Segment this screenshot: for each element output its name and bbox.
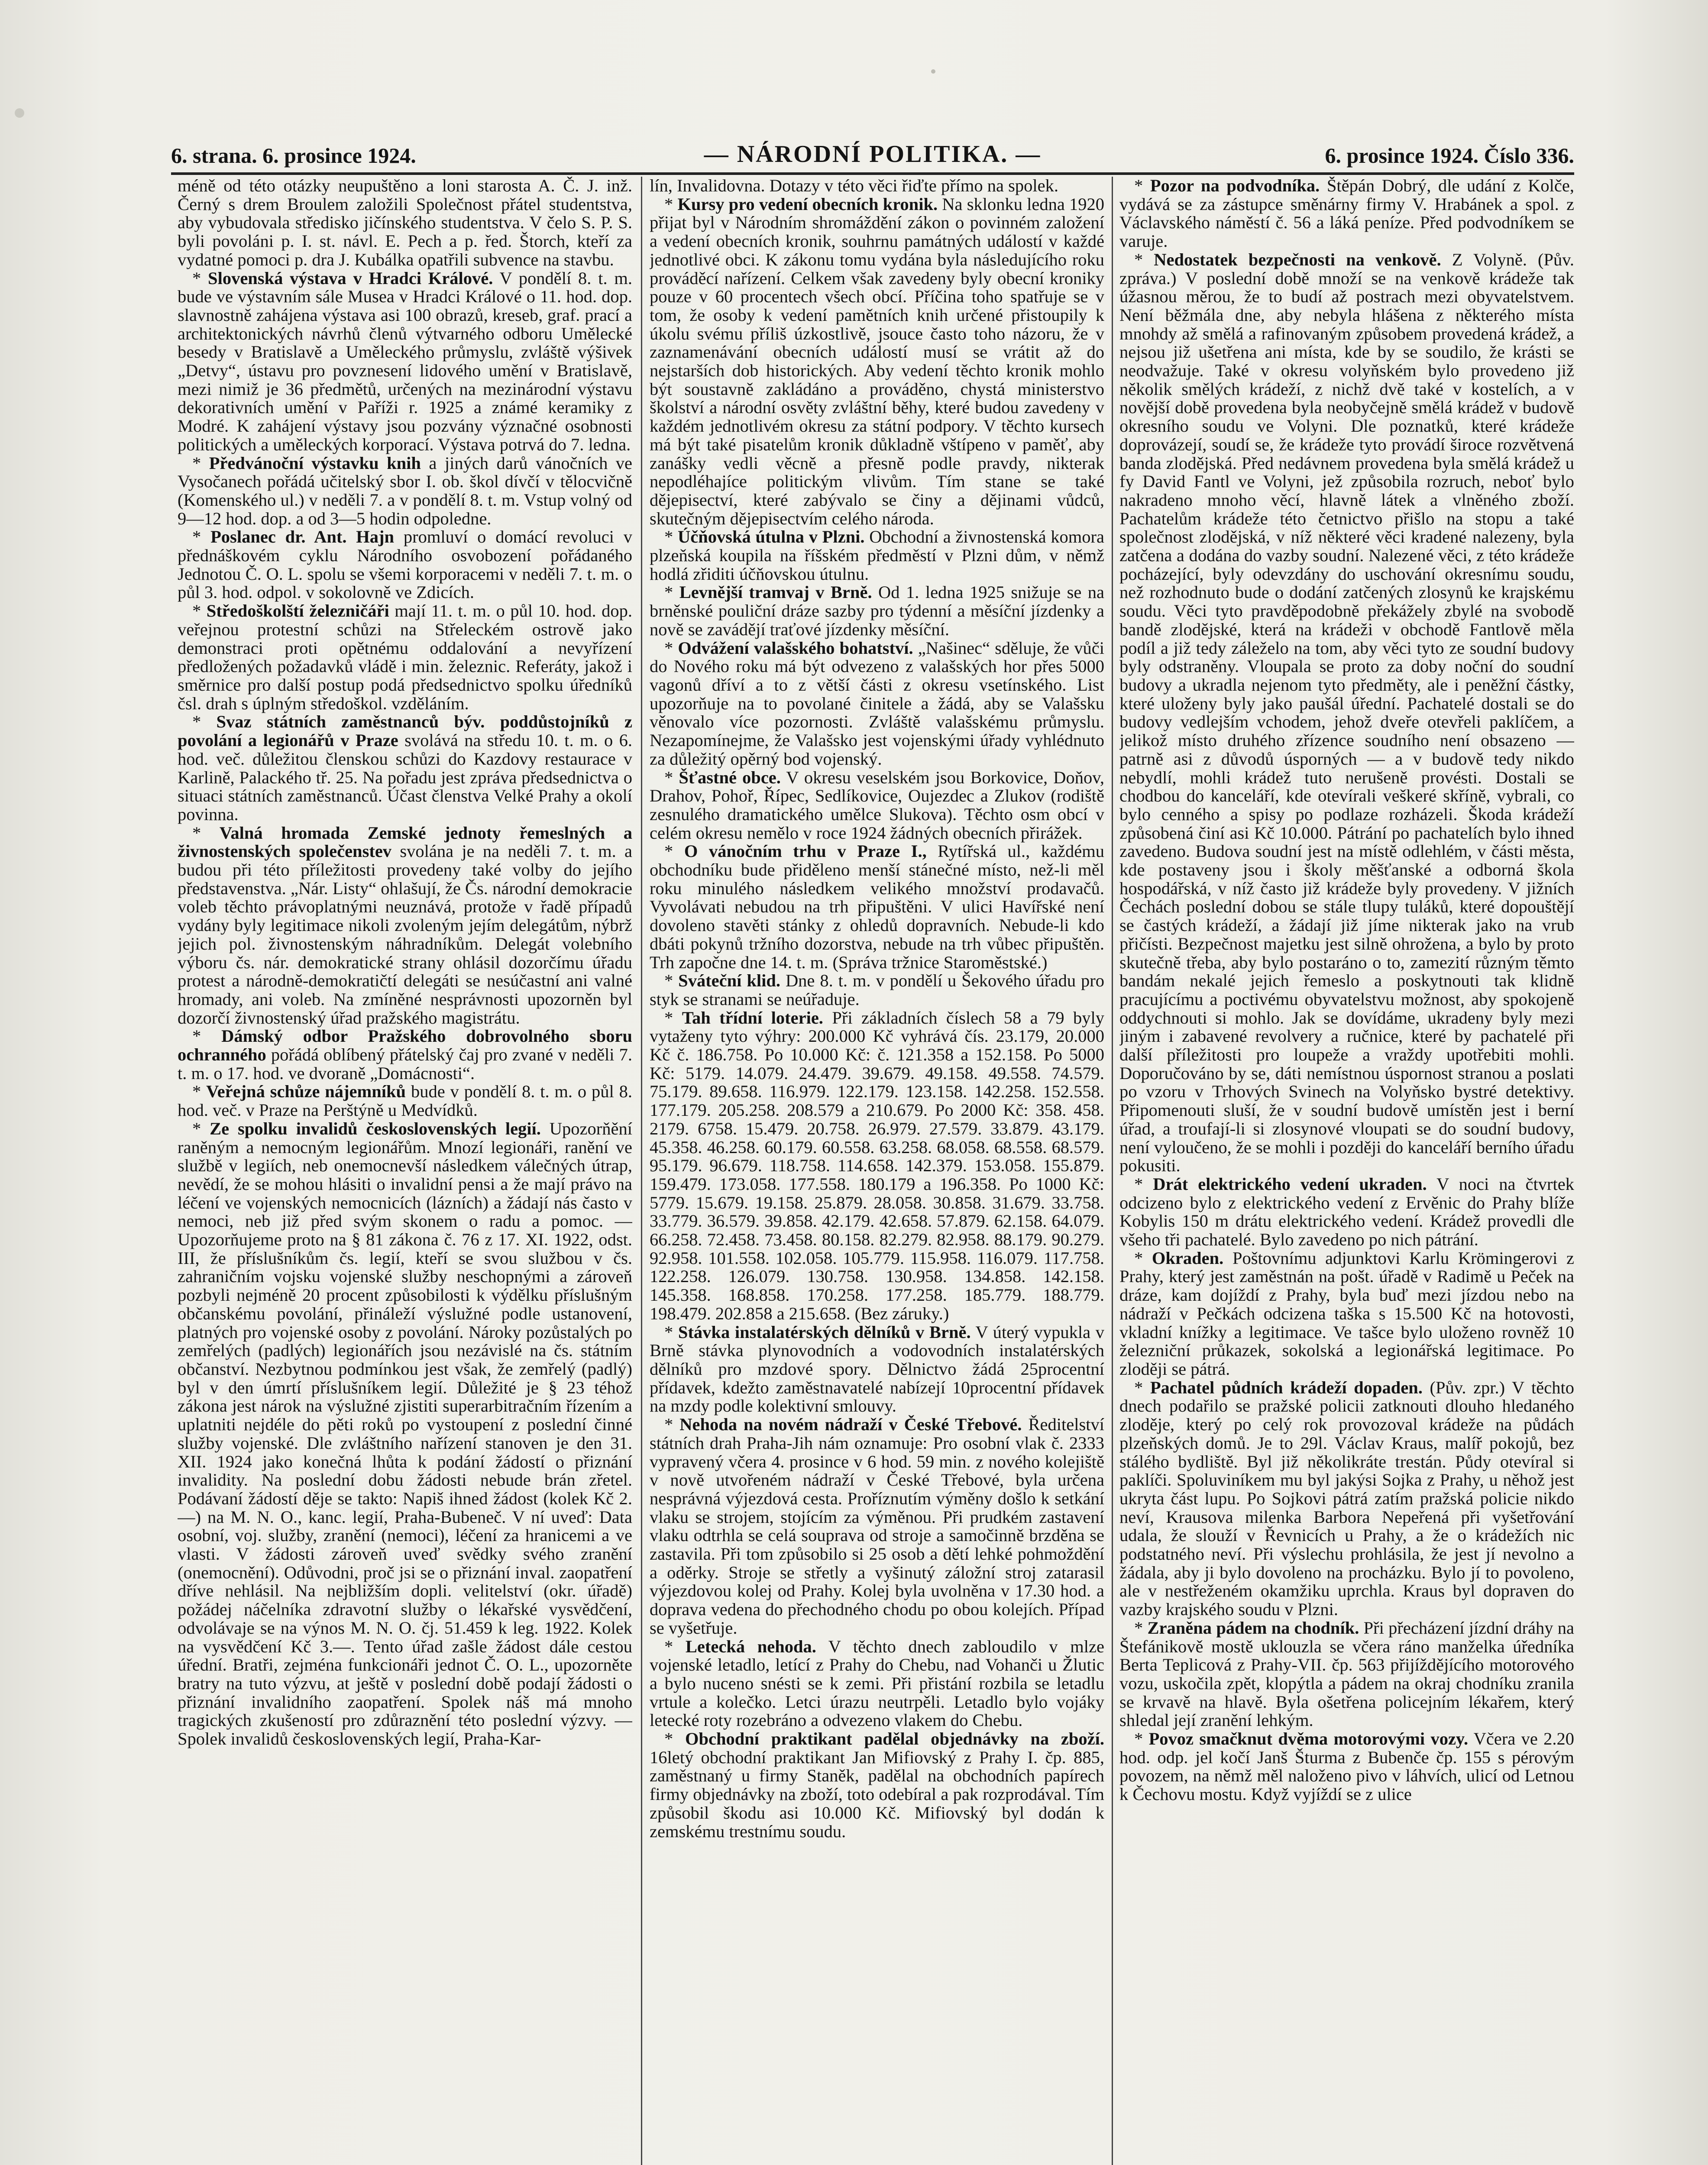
article: * Dámský odbor Pražského dobrovolného sboru ochranného pořádá oblíbený přátelský čaj pro zvané v neděli 7. t. m. o 17. hod. ve dvoraně „Domácnosti“. bbox=[178, 1026, 632, 1083]
article-heading: Středoškolští železničáři bbox=[206, 601, 389, 621]
article: * Odvážení valašského bohatství. „Našinec“ sděluje, že vůči do Nového roku má být odvezeno z valašských hor přes 5000 vagonů dříví a to z větší části z okresu vsetínského. List upozorňuje na to povolané činitele a žádá, aby se Valašsku věnovalo více pozornosti. Zvláště valašskému průmyslu. Nezapomínejme, že Valašsko jest vojenskými úřady vyhlédnuto za důležitý opěrný bod vojenský. bbox=[650, 638, 1104, 769]
masthead-title: — NÁRODNÍ POLITIKA. — bbox=[704, 141, 1042, 168]
article-body: V těchto dnech zabloudilo v mlze vojenské letadlo, letící z Prahy do Chebu, nad Vohanči u Žlutic a bylo nuceno snésti se k zemi. Při přistání rozbila se letadlu vrtule a kolečko. Letci úrazu neutrpěli. Letadlo bylo vojáky letecké roty rozebráno a odvezeno vlakem do Chebu. bbox=[650, 1636, 1104, 1730]
article-body: Při přecházení jízdní dráhy na Štefánikově mostě uklouzla se včera ráno manželka úředníka Berta Teplicová z Prahy-VII. čp. 563 přijíždějícího motorového vozu, uskočila zpět, klopýtla a pádem na okraj chodníku zranila se krvavě na hlavě. Byla ošetřena policejním lékařem, který shledal její zranění lehkým. bbox=[1119, 1618, 1574, 1730]
article: * Poslanec dr. Ant. Hajn promluví o domácí revoluci v přednáškovém cyklu Národního osvobození pořádaného Jednotou Č. O. L. spolu se všemi korporacemi v neděli 7. t. m. o půl 3. hod. odpol. v sokolovně ve Zdicích. bbox=[178, 527, 632, 602]
article: * Drát elektrického vedení ukraden. V noci na čtvrtek odcizeno bylo z elektrického vedení z Ervěnic do Prahy blíže Kobylis 150 m drátu elektrického vedení. Krádež provedli dle všeho tři pachatelé. Bylo zavedeno po nich pátrání. bbox=[1119, 1174, 1574, 1250]
header-left: 6. strana. 6. prosince 1924. bbox=[171, 143, 416, 168]
article-body: 16letý obchodní praktikant Jan Mifiovský z Prahy I. čp. 885, zaměstnaný u firmy Staněk, padělal na obchodních papírech firmy objednávky na zboží, toto odebíral a pak rozprodával. Tím způsobil škodu asi 10.000 Kč. Mifiovský byl dodán k zemskému trestnímu soudu. bbox=[650, 1747, 1104, 1841]
article: * Veřejná schůze nájemníků bude v pondělí 8. t. m. o půl 8. hod. več. v Praze na Perštýně u Medvídků. bbox=[178, 1082, 632, 1120]
article-heading: Poslanec dr. Ant. Hajn bbox=[210, 527, 395, 547]
article-heading: Sváteční klid. bbox=[678, 971, 781, 991]
article-body: mají 11. t. m. o půl 10. hod. dop. veřejnou protestní schůzi na Střeleckém ostrově jako demonstraci proti opětnému oddalování a nevyřízení předložených požadavků vládě i min. železnic. Referáty, jakož i směrnice pro další postup podá předsednictvo spolku úředníků čsl. drah s úplným středoškol. vzděláním. bbox=[178, 601, 632, 713]
header-right: 6. prosince 1924. Číslo 336. bbox=[1325, 143, 1574, 168]
column-3 bbox=[1119, 177, 1574, 2165]
article-heading: Šťastné obce. bbox=[679, 767, 781, 787]
column-divider bbox=[641, 177, 642, 2165]
article-heading: Obchodní praktikant padělal objednávky na zboží. bbox=[685, 1729, 1104, 1749]
header-rule bbox=[171, 172, 1574, 175]
article-body: Z Volyně. (Pův. zpráva.) V poslední době množí se na venkově krádeže tak úžasnou měrou, že to budí až postrach mezi obyvatelstvem. Není běžmála dne, aby nebyla hlášena z některého místa mnohdy až smělá a rafinovaným způsobem provedená krádež, a nejsou již ušetřena ani místa, kde by se soudilo, že krásti se neodvažuje. Také v okresu volyňském bylo provedeno již několik smělých krádeží, z nichž dvě také v kostelích, a v novější době provedena byla neobyčejně smělá krádež v budově okresního soudu ve Volyni. Dle poznatků, které krádeže doprovázejí, soudí se, že krádeže tyto provádí široce rozvětvená banda zlodějská. Před nedávnem provedena byla smělá krádež u fy David Fantl ve Volyni, jež způsobila rozruch, neboť bylo nakradeno mnoho věcí, hlavně látek a vlněného zboží. Pachatelům krádeže této četnictvo přišlo na stopu a také společnost zlodějská, v níž některé věci kradené nalezeny, byla zatčena a dodána do vazby soudní. Nalezené věci, z této krádeže pocházející, byly odevzdány do uschování okresnímu soudu, než rozhodnuto bude o dodání zatčených zlosynů ke krajskému soudu. Věci tyto pravděpodobně překážely zbylé na svobodě bandě zlodějské, která na krádeži v obchodě Fantlově měla podíl a již tedy záleželo na tom, aby věci tyto ze soudní budovy byly odstraněny. Vloupala se proto za doby noční do soudní budovy a ukradla nejenom tyto předměty, ale i peněžní částky, které uloženy byly jako paušál úřední. Pachatelé dostali se do budovy vedlejším vchodem, jehož dveře otevřeli paklíčem, a jelikož místo druhého zřízence soudního není obsazeno — patrně asi z důvodů úsporných — a v budově tedy nikdo nebydlí, mohli krádež tuto nerušeně provésti. Dostali se chodbou do kanceláří, kde otevírali veškeré skříně, vybrali, co bylo cenného a spisy po podlaze rozházeli. Škoda krádeží způsobená činí asi Kč 10.000. Pátrání po pachatelích bylo ihned zavedeno. Budova soudní jest na místě odlehlém, v části města, kde postaveny jsou i školy měšťanské a odborná škola hospodářská, v níž často již krádeže byly provedeny. V jižních Čechách poslední dobou se stále tlupy tuláků, které dopouštějí se častých krádeží, a žádají již jíme nikterak jako na vrub přičísti. Bezpečnost majetku jest silně ohrožena, a bylo by proto skutečně třeba, aby bylo postaráno o to, zamezití různým těmto bandám nekalé jejich řemeslo a poskytnouti tak klidně pracujícímu a poctivému obyvatelstvu možnost, aby spokojeně oddychnouti si mohlo. Jak se dovídáme, ukradeny byly mezi jiným i zabavené revolvery a ručnice, které by pachatelé při další příležitosti pro loupeže a vraždy upotřebiti mohli. Doporučováno by se, dáti nemístnou úspornost stranou a poslati po vzoru v Trhových Svinech na Volyňsko bystré detektivy. Připomenouti sluší, že v soudní budově umístěn jest i berní úřad, a troufají-li si zlosynové vloupati se do soudní budovy, není vyloučeno, že se mohli i později do kanceláří berního úřadu pokusiti. bbox=[1119, 249, 1574, 1176]
paper-punch-hole bbox=[15, 108, 24, 118]
article-heading: Letecká nehoda. bbox=[685, 1636, 816, 1656]
article: * Předvánoční výstavku knih a jiných darů vánočních ve Vysočanech pořádá učitelský sbor I. ob. škol dívčí v tělocvičně (Komenského ul.) v neděli 7. a v pondělí 8. t. m. Vstup volný od 9—12 hod. dop. a od 3—5 hodin odpoledne. bbox=[178, 453, 632, 528]
article-heading: Veřejná schůze nájemníků bbox=[206, 1082, 406, 1102]
article-heading: Slovenská výstava v Hradci Králové. bbox=[208, 268, 493, 288]
article-paragraph: lín, Invalidovna. Dotazy v této věci řiďte přímo na spolek. bbox=[650, 177, 1058, 195]
article-body: Dne 8. t. m. v pondělí u Šekového úřadu pro styk se stranami se neúřaduje. bbox=[650, 971, 1104, 1009]
article-body: pořádá oblíbený přátelský čaj pro zvané v neděli 7. t. m. o 17. hod. ve dvoraně „Domácnosti“. bbox=[178, 1045, 632, 1083]
article-heading: Předvánoční výstavku knih bbox=[209, 453, 421, 473]
article: * Sváteční klid. Dne 8. t. m. v pondělí u Šekového úřadu pro styk se stranami se neúřaduje. bbox=[650, 971, 1104, 1009]
article-body: „Našinec“ sděluje, že vůči do Nového roku má být odvezeno z valašských hor přes 5000 vagonů dříví a to z větší části z okresu vsetínského. List upozorňuje na to povolané činitele a žádá, aby se Valašsku věnovalo více pozornosti. Zvláště valašskému průmyslu. Nezapomínejme, že Valašsko jest vojenskými úřady vyhlédnuto za důležitý opěrný bod vojenský. bbox=[650, 638, 1104, 769]
article-body: V okresu veselském jsou Borkovice, Doňov, Drahov, Pohoř, Řípec, Sedlíkovice, Oujezdec a Zlukov (rodiště zesnulého dramatického umělce Slukova). Těchto osm obcí v celém okresu nemělo v roce 1924 žádných obecních přirážek. bbox=[650, 767, 1104, 843]
article-body: a jiných darů vánočních ve Vysočanech pořádá učitelský sbor I. ob. škol dívčí v tělocvičně (Komenského ul.) v neděli 7. a v pondělí 8. t. m. Vstup volný od 9—12 hod. dop. a od 3—5 hodin odpoledne. bbox=[178, 453, 632, 528]
article-body: svolává na středu 10. t. m. o 6. hod. več. důležitou členskou schůzi do Kazdovy restaurace v Karlině, Palackého tř. 25. Na pořadu jest zpráva předsednictva o situaci státních zaměstnanců. Účast členstva Velké Prahy a okolí povinna. bbox=[178, 730, 632, 824]
article-body: promluví o domácí revoluci v přednáškovém cyklu Národního osvobození pořádaného Jednotou Č. O. L. spolu se všemi korporacemi v neděli 7. t. m. o půl 3. hod. odpol. v sokolovně ve Zdicích. bbox=[178, 527, 632, 602]
article-body: V pondělí 8. t. m. bude ve výstavním sále Musea v Hradci Králové o 11. hod. dop. slavnostně zahájena výstava asi 100 obrazů, kreseb, graf. prací a architektonických návrhů členů výtvarného odboru Umělecké besedy v Bratislavě a Uměleckého průmyslu, zvláště výšivek „Detvy“, ústavu pro povznesení lidového umění v Bratislavě, mezi nimiž je 36 předmětů, určených na mezinárodní výstavu dekorativních umění v Paříži r. 1925 a známé keramiky z Modré. K zahájení výstavy jsou pozvány význačné osobnosti politických a uměleckých korporací. Výstava potrvá do 7. ledna. bbox=[178, 268, 632, 454]
article: * Šťastné obce. V okresu veselském jsou Borkovice, Doňov, Drahov, Pohoř, Řípec, Sedlíkovice, Oujezdec a Zlukov (rodiště zesnulého dramatického umělce Slukova). Těchto osm obcí v celém okresu nemělo v roce 1924 žádných obecních přirážek. bbox=[650, 767, 1104, 843]
article-heading: Povoz smačknut dvěma motorovými vozy. bbox=[1148, 1729, 1469, 1749]
article-body: V noci na čtvrtek odcizeno bylo z elektrického vedení z Ervěnic do Prahy blíže Kobylis 150 m drátu elektrického vedení. Krádež provedli dle všeho tři pachatelé. Bylo zavedeno po nich pátrání. bbox=[1119, 1174, 1574, 1250]
article-heading: Zraněna pádem na chodník. bbox=[1147, 1618, 1359, 1638]
article: * Valná hromada Zemské jednoty řemeslných a živnostenských společenstev svolána je na neděli 7. t. m. a budou při této příležitosti provedeny také volby do jejího představenstva. „Nár. Listy“ ohlašují, že Čs. národní demokracie voleb těchto právoplatnými neuznává, protože v řadě případů vydány byly legitimace nikoli zvoleným jejím delegátům, nýbrž jejich pol. živnostenským náhradníkům. Delegát volebního výboru čs. nár. demokratické strany ohlásil dozorčímu úřadu protest a národně-demokratičtí delegáti se nesúčastní ani valné hromady, ani voleb. Na zmíněné nesprávnosti upozorněn byl dozorčí živnostenský úřad pražského magistrátu. bbox=[178, 823, 632, 1028]
article-heading: Ze spolku invalidů československých legií. bbox=[210, 1118, 541, 1138]
article-body: V úterý vypukla v Brně stávka plynovodních a vodovodních instalatérských dělníků pro mzdové spory. Dělnictvo žádá 25procentní přídavek, kdežto zaměstnavatelé nabízejí 10procentní přídavek na mzdy podle kolektivní smlouvy. bbox=[650, 1322, 1104, 1416]
article-heading: Nedostatek bezpečnosti na venkově. bbox=[1154, 249, 1441, 269]
article: * Povoz smačknut dvěma motorovými vozy. Včera ve 2.20 hod. odp. jel kočí Janš Šturma z Bubenče čp. 155 s pérovým povozem, na němž měl naloženo pivo v láhvích, ulicí od Letnou k Čechovu mostu. Když vyjíždí se z ulice bbox=[1119, 1729, 1574, 1804]
article-heading: Odvážení valašského bohatství. bbox=[678, 638, 913, 658]
article-heading: Pachatel půdních krádeží dopaden. bbox=[1150, 1377, 1423, 1397]
article-body: Na sklonku ledna 1920 přijat byl v Národním shromáždění zákon o povinném založení a vedení obecních kronik, souhrnu památných událostí v každé jednotlivé obci. K zákonu tomu vydána byla následujícího roku prováděcí nařízení. Celkem však zavedeny byly obecní kroniky pouze v 60 procentech všech obcí. Příčina toho spatřuje se v tom, že osoby k vedení pamětních knih určené přistoupily k úkolu svému příliš úzkostlivě, jsouce často toho názoru, že v zaznamenávání obecních událostí musí se vrátit až do nejstarších dob historických. Aby vedení těchto kronik mohlo být soustavně zakládáno a prováděno, chystá ministerstvo školství a národní osvěty zvláštní běhy, které budou zavedeny v každém jednotlivém okresu za státní podpory. V těchto kursech má být také pisatelům kronik důkladně vštípeno v paměť, aby zanášky vedli věcně a přesně podle pravdy, nikterak nepodléhajíce politickým vlivům. Tím stane se také dějepisectví, které zabývalo se činy a dějinami vůdců, skutečným dějepisectvím celého národa. bbox=[650, 194, 1104, 528]
article: * Okraden. Poštovnímu adjunktovi Karlu Krömingerovi z Prahy, který jest zaměstnán na pošt. úřadě v Radimě u Peček na dráze, kam dojíždí z Prahy, byla buď mezi jízdou nebo na nádraží v Pečkách odcizena taška s 15.500 Kč na hotovosti, vkladní knížky a legitimace. Ve tašce bylo uloženo rovněž 10 železniční průkazek, sokolská a legionářská legitimace. Po zloději se pátrá. bbox=[1119, 1248, 1574, 1379]
article-body: Od 1. ledna 1925 snižuje se na brněnské pouliční dráze sazby pro týdenní a měsíční jízdenky a nově se zavádějí traťové jízdenky měsíční. bbox=[650, 582, 1104, 639]
article-heading: Dámský odbor Pražského dobrovolného sboru ochranného bbox=[178, 1026, 632, 1065]
article-heading: Tah třídní loterie. bbox=[682, 1008, 823, 1028]
article: * Slovenská výstava v Hradci Králové. V pondělí 8. t. m. bude ve výstavním sále Musea v Hradci Králové o 11. hod. dop. slavnostně zahájena výstava asi 100 obrazů, kreseb, graf. prací a architektonických návrhů členů výtvarného odboru Umělecké besedy v Bratislavě a Uměleckého průmyslu, zvláště výšivek „Detvy“, ústavu pro povznesení lidového umění v Bratislavě, mezi nimiž je 36 předmětů, určených na mezinárodní výstavu dekorativních umění v Paříži r. 1925 a známé keramiky z Modré. K zahájení výstavy jsou pozvány význačné osobnosti politických a uměleckých korporací. Výstava potrvá do 7. ledna. bbox=[178, 268, 632, 454]
article: * Pozor na podvodníka. Štěpán Dobrý, dle udání z Kolče, vydává se za zástupce směnárny firmy V. Hrabánek a spol. z Václavského náměstí č. 56 a láká peníze. Před podvodníkem se varuje. bbox=[1119, 177, 1574, 251]
article-body: (Pův. zpr.) V těchto dnech podařilo se pražské policii zatknouti dlouho hledaného zloděje, který po celý rok provozoval krádeže na půdách plzeňských domů. Je to 29l. Václav Kraus, malíř pokojů, bez stálého bydliště. Byl již několikráte trestán. Půdy otevíral si paklíči. Spoluviníkem mu byl jakýsi Sojka z Prahy, u něhož jest ukryta část lupu. Po Sojkovi pátrá zatím pražská policie nikdo neví, Krausova milenka Barbora Nepeřená při vyšetřování udala, že slouží v Řevnicích u Prahy, a že o krádežích nic podstatného neví. Při výslechu prohlásila, že jest jí nevolno a žádala, aby ji bylo dovoleno na procházku. Bylo jí to povoleno, ale v nestřeženém okamžiku uprchla. Kraus byl dopraven do vazby krajského soudu v Plzni. bbox=[1119, 1377, 1574, 1619]
article: * Zraněna pádem na chodník. Při přecházení jízdní dráhy na Štefánikově mostě uklouzla se včera ráno manželka úředníka Berta Teplicová z Prahy-VII. čp. 563 přijíždějícího motorového vozu, uskočila zpět, klopýtla a pádem na okraj chodníku zranila se krvavě na hlavě. Byla ošetřena policejním lékařem, který shledal její zranění lehkým. bbox=[1119, 1618, 1574, 1730]
article-body: Rytířská ul., každému obchodníku bude přiděleno menší stánečné místo, než-li měl roku minulého následkem velikého množství prodavačů. Vyvolávati nebudou na trh připuštěni. V ulici Havířské není dovoleno stavěti stánky z ohledů dopravních. Nebude-li kdo dbáti pokynů tržního dozorstva, nebude na trh vůbec připuštěn. Trh započne dne 14. t. m. (Správa tržnice Staroměstské.) bbox=[650, 841, 1104, 972]
article: * Účňovská útulna v Plzni. Obchodní a živnostenská komora plzeňská koupila na říšském předměstí v Plzni dům, v němž hodlá zřiditi účňovskou útulnu. bbox=[650, 527, 1104, 584]
article-heading: Svaz státních zaměstnanců býv. poddůstojníků z povolání a legionářů v Praze bbox=[178, 712, 632, 750]
article-heading: Nehoda na novém nádraží v České Třebové. bbox=[679, 1415, 1022, 1435]
article: * Středoškolští železničáři mají 11. t. m. o půl 10. hod. dop. veřejnou protestní schůzi na Střeleckém ostrově jako demonstraci proti opětnému oddalování a nevyřízení předložených požadavků vládě i min. železnic. Referáty, jakož i směrnice pro další postup podá předsednictvo spolku úředníků čsl. drah s úplným středoškol. vzděláním. bbox=[178, 601, 632, 713]
article: * Ze spolku invalidů československých legií. Upozorňění raněným a nemocným legionářům. Mnozí legionáři, ranění ve službě v legiích, neb onemocnevší následkem válečných útrap, nevědí, že se mohou hlásiti o invalidní pensi a že mají právo na léčení ve vojenských nemocnicích (lázních) a žádají nás často v nemoci, neb již před svým skonem o radu a pomoc. — Upozorňujeme proto na § 81 zákona č. 76 z 17. XI. 1922, odst. III, že příslušníkům čs. legií, kteří se svou službou v čs. zahraničním vojsku vojenské služby neschopnými a zároveň pozbyli nejméně 20 procent způsobilosti k výdělku příslušným občanskému povolání, přináleží výslužné podle ustanovení, platných pro vojenské osoby z povolání. Nároky pozůstalých po zemřelých (padlých) legionářích jsou nezávislé na čs. státním občanství. Nezbytnou podmínkou jest však, že zemřelý (padlý) byl v den úmrtí příslušníkem legií. Důležité je § 23 téhož zákona jest nárok na výslužné zjistiti superarbitračním řízením a uplatniti nejdéle do pěti roků po vystoupení z poslední činné služby vojenské. Dle zvláštního nařízení stanoven je den 31. XII. 1924 jako konečná lhůta k podání žádostí o přiznání invalidity. Na poslední dobu žádosti nebude brán zřetel. Podávaní žádostí děje se takto: Napiš ihned žádost (kolek Kč 2.—) na M. N. O., kanc. legií, Praha-Bubeneč. V ní uveď: Data osobní, voj. služby, zranění (nemoci), léčení za hranicemi a ve vlasti. V žádosti zároveň uveď svědky svého zranění (onemocnění). Odůvodni, proč jsi se o přiznání inval. zaopatření dříve nehlásil. Na nejbližším dopli. velitelství (okr. úřadě) požádej náčelníka zdravotní služby o lékařské vysvědčení, odvolávaje se na výnos M. N. O. čj. 51.459 k leg. 1922. Kolek na vysvědčení Kč 3.—. Tento úřad zašle žádost dále cestou úřední. Bratři, zejména funkcionáři jednot Č. O. L., upozorněte bratry na tuto výzvu, at ještě v poslední době podají žádosti o přiznání invalidního zaopatření. Spolek náš má mnoho tragických zkušeností pro zdůraznění této poslední výzvy. — Spolek invalidů československých legií, Praha-Kar- bbox=[178, 1118, 632, 1749]
article-heading: Okraden. bbox=[1152, 1248, 1224, 1268]
article: * Levnější tramvaj v Brně. Od 1. ledna 1925 snižuje se na brněnské pouliční dráze sazby pro týdenní a měsíční jízdenky a nově se zavádějí traťové jízdenky měsíční. bbox=[650, 582, 1104, 639]
article: * O vánočním trhu v Praze I., Rytířská ul., každému obchodníku bude přiděleno menší stánečné místo, než-li měl roku minulého následkem velikého množství prodavačů. Vyvolávati nebudou na trh připuštěni. V ulici Havířské není dovoleno stavěti stánky z ohledů dopravních. Nebude-li kdo dbáti pokynů tržního dozorstva, nebude na trh vůbec připuštěn. Trh započne dne 14. t. m. (Správa tržnice Staroměstské.) bbox=[650, 841, 1104, 972]
article: * Nedostatek bezpečnosti na venkově. Z Volyně. (Pův. zpráva.) V poslední době množí se na venkově krádeže tak úžasnou měrou, že to budí až postrach mezi obyvatelstvem. Není běžmála dne, aby nebyla hlášena z některého místa mnohdy až smělá a rafinovaným způsobem provedená krádež, a nejsou již ušetřena ani místa, kde by se soudilo, že krásti se neodvažuje. Také v okresu volyňském bylo provedeno již několik smělých krádeží, z nichž dvě také v kostelích, a v novější době provedena byla neobyčejně smělá krádež v budově okresního soudu ve Volyni. Dle poznatků, které krádeže doprovázejí, soudí se, že krádeže tyto provádí široce rozvětvená banda zlodějská. Před nedávnem provedena byla smělá krádež u fy David Fantl ve Volyni, jež způsobila rozruch, neboť bylo nakradeno mnoho věcí, hlavně látek a vlněného zboží. Pachatelům krádeže této četnictvo přišlo na stopu a také společnost zlodějská, v níž některé věci kradené nalezeny, byla zatčena a dodána do vazby soudní. Nalezené věci, z této krádeže pocházející, byly odevzdány do uschování okresnímu soudu, než rozhodnuto bude o dodání zatčených zlosynů ke krajskému soudu. Věci tyto pravděpodobně překážely zbylé na svobodě bandě zlodějské, která na krádeži v obchodě Fantlově měla podíl a již tedy záleželo na tom, aby věci tyto ze soudní budovy byly odstraněny. Vloupala se proto za doby noční do soudní budovy a ukradla nejenom tyto předměty, ale i peněžní částky, které uloženy byly jako paušál úřední. Pachatelé dostali se do budovy vedlejším vchodem, jehož dveře otevřeli paklíčem, a jelikož místo druhého zřízence soudního není obsazeno — patrně asi z důvodů úsporných — a v budově tedy nikdo nebydlí, mohli krádež tuto nerušeně provésti. Dostali se chodbou do kanceláří, kde otevírali veškeré skříně, vybrali, co bylo cenného a spisy po podlaze rozházeli. Škoda krádeží způsobená činí asi Kč 10.000. Pátrání po pachatelích bylo ihned zavedeno. Budova soudní jest na místě odlehlém, v části města, kde postaveny jsou i školy měšťanské a odborná škola hospodářská, v níž často již krádeže byly provedeny. V jižních Čechách poslední dobou se stále tlupy tuláků, které dopouštějí se častých krádeží, a žádají již jíme nikterak jako na vrub přičísti. Bezpečnost majetku jest silně ohrožena, a bylo by proto skutečně třeba, aby bylo postaráno o to, zamezití různým těmto bandám nekalé jejich řemeslo a poskytnouti tak klidně pracujícímu a poctivému obyvatelstvu možnost, aby spokojeně oddychnouti si mohlo. Jak se dovídáme, ukradeny byly mezi jiným i zabavené revolvery a ručnice, které by pachatelé při další příležitosti pro loupeže a vraždy upotřebiti mohli. Doporučováno by se, dáti nemístnou úspornost stranou a poslati po vzoru v Trhových Svinech na Volyňsko bystré detektivy. Připomenouti sluší, že v soudní budově umístěn jest i berní úřad, a troufají-li si zlosynové vloupati se do soudní budovy, není vyloučeno, že se mohli i později do kanceláří berního úřadu pokusiti. bbox=[1119, 249, 1574, 1176]
article: * Nehoda na novém nádraží v České Třebové. Ředitelství státních drah Praha-Jih nám oznamuje: Pro osobní vlak č. 2333 vypravený včera 4. prosince v 6 hod. 59 min. z nového kolejiště v nově utvořeném nádraží v České Třebové, byla určena nesprávná výjezdová cesta. Proříznutím výměny došlo k setkání vlaku se strojem, stojícím za výměnou. Při prudkém zastavení vlaku odtrhla se celá souprava od stroje a samočinně brzděna se zastavila. Při tom způsobilo si 25 osob a dětí lehké pohmoždění a oděrky. Stroje se střetly a vyšinutý záložní stroj zatarasil výjezdovou kolej od Prahy. Kolej byla uvolněna v 17.30 hod. a doprava vedena do přechodného chodu po obou kolejích. Případ se vyšetřuje. bbox=[650, 1415, 1104, 1638]
article-body: Při základních číslech 58 a 79 byly vytaženy tyto výhry: 200.000 Kč vyhrává čís. 23.179, 20.000 Kč č. 186.758. Po 10.000 Kč: č. 121.358 a 152.158. Po 5000 Kč: 5179. 14.079. 24.479. 39.679. 49.158. 49.558. 74.579. 75.179. 89.658. 116.979. 122.179. 123.158. 142.258. 152.558. 177.179. 205.258. 208.579 a 210.679. Po 2000 Kč: 358. 458. 2179. 6758. 15.479. 20.758. 26.979. 27.579. 33.879. 43.179. 45.358. 46.258. 60.179. 60.558. 63.258. 68.058. 68.558. 68.579. 95.179. 96.679. 118.758. 114.658. 142.379. 153.058. 155.879. 159.479. 173.058. 177.558. 180.179 a 196.358. Po 1000 Kč: 5779. 15.679. 19.158. 25.879. 28.058. 30.858. 31.679. 33.758. 33.779. 36.579. 39.858. 42.179. 42.658. 57.879. 62.158. 64.079. 66.258. 72.458. 73.458. 80.158. 82.279. 82.958. 88.179. 90.279. 92.958. 101.558. 102.058. 105.779. 115.958. 116.079. 117.758. 122.258. 126.079. 130.758. 130.958. 134.858. 142.158. 145.358. 168.858. 170.258. 177.258. 185.779. 188.779. 198.479. 202.858 a 215.658. (Bez záruky.) bbox=[650, 1008, 1104, 1323]
article: * Obchodní praktikant padělal objednávky na zboží. 16letý obchodní praktikant Jan Mifiovský z Prahy I. čp. 885, zaměstnaný u firmy Staněk, padělal na obchodních papírech firmy objednávky na zboží, toto odebíral a pak rozprodával. Tím způsobil škodu asi 10.000 Kč. Mifiovský byl dodán k zemskému trestnímu soudu. bbox=[650, 1729, 1104, 1841]
article-body: svolána je na neděli 7. t. m. a budou při této příležitosti provedeny také volby do jejího představenstva. „Nár. Listy“ ohlašují, že Čs. národní demokracie voleb těchto právoplatnými neuznává, protože v řadě případů vydány byly legitimace nikoli zvoleným jejím delegátům, nýbrž jejich pol. živnostenským náhradníkům. Delegát volebního výboru čs. nár. demokratické strany ohlásil dozorčímu úřadu protest a národně-demokratičtí delegáti se nesúčastní ani valné hromady, ani voleb. Na zmíněné nesprávnosti upozorněn byl dozorčí živnostenský úřad pražského magistrátu. bbox=[178, 841, 632, 1028]
page-header bbox=[171, 139, 1574, 173]
column-2 bbox=[650, 177, 1104, 2165]
article-heading: Pozor na podvodníka. bbox=[1150, 177, 1320, 195]
article-body: Obchodní a živnostenská komora plzeňská koupila na říšském předměstí v Plzni dům, v němž hodlá zřiditi účňovskou útulnu. bbox=[650, 527, 1104, 584]
article-body: Včera ve 2.20 hod. odp. jel kočí Janš Šturma z Bubenče čp. 155 s pérovým povozem, na němž měl naloženo pivo v láhvích, ulicí od Letnou k Čechovu mostu. Když vyjíždí se z ulice bbox=[1119, 1729, 1574, 1804]
article-body: Ředitelství státních drah Praha-Jih nám oznamuje: Pro osobní vlak č. 2333 vypravený včera 4. prosince v 6 hod. 59 min. z nového kolejiště v nově utvořeném nádraží v České Třebové, byla určena nesprávná výjezdová cesta. Proříznutím výměny došlo k setkání vlaku se strojem, stojícím za výměnou. Při prudkém zastavení vlaku odtrhla se celá souprava od stroje a samočinně brzděna se zastavila. Při tom způsobilo si 25 osob a dětí lehké pohmoždění a oděrky. Stroje se střetly a vyšinutý záložní stroj zatarasil výjezdovou kolej od Prahy. Kolej byla uvolněna v 17.30 hod. a doprava vedena do přechodného chodu po obou kolejích. Případ se vyšetřuje. bbox=[650, 1415, 1104, 1638]
article: * Tah třídní loterie. Při základních číslech 58 a 79 byly vytaženy tyto výhry: 200.000 Kč vyhrává čís. 23.179, 20.000 Kč č. 186.758. Po 10.000 Kč: č. 121.358 a 152.158. Po 5000 Kč: 5179. 14.079. 24.479. 39.679. 49.158. 49.558. 74.579. 75.179. 89.658. 116.979. 122.179. 123.158. 142.258. 152.558. 177.179. 205.258. 208.579 a 210.679. Po 2000 Kč: 358. 458. 2179. 6758. 15.479. 20.758. 26.979. 27.579. 33.879. 43.179. 45.358. 46.258. 60.179. 60.558. 63.258. 68.058. 68.558. 68.579. 95.179. 96.679. 118.758. 114.658. 142.379. 153.058. 155.879. 159.479. 173.058. 177.558. 180.179 a 196.358. Po 1000 Kč: 5779. 15.679. 19.158. 25.879. 28.058. 30.858. 31.679. 33.758. 33.779. 36.579. 39.858. 42.179. 42.658. 57.879. 62.158. 64.079. 66.258. 72.458. 73.458. 80.158. 82.279. 82.958. 88.179. 90.279. 92.958. 101.558. 102.058. 105.779. 115.958. 116.079. 117.758. 122.258. 126.079. 130.758. 130.958. 134.858. 142.158. 145.358. 168.858. 170.258. 177.258. 185.779. 188.779. 198.479. 202.858 a 215.658. (Bez záruky.) bbox=[650, 1008, 1104, 1323]
article: * Letecká nehoda. V těchto dnech zabloudilo v mlze vojenské letadlo, letící z Prahy do Chebu, nad Vohanči u Žlutic a bylo nuceno snésti se k zemi. Při přistání rozbila se letadlu vrtule a kolečko. Letci úrazu neutrpěli. Letadlo bylo vojáky letecké roty rozebráno a odvezeno vlakem do Chebu. bbox=[650, 1636, 1104, 1730]
article-body: bude v pondělí 8. t. m. o půl 8. hod. več. v Praze na Perštýně u Medvídků. bbox=[178, 1082, 632, 1120]
article-heading: Valná hromada Zemské jednoty řemeslných a živnostenských společenstev bbox=[178, 823, 632, 861]
article: * Pachatel půdních krádeží dopaden. (Pův. zpr.) V těchto dnech podařilo se pražské policii zatknouti dlouho hledaného zloděje, který po celý rok provozoval krádeže na půdách plzeňských domů. Je to 29l. Václav Kraus, malíř pokojů, bez stálého bydliště. Byl již několikráte trestán. Půdy otevíral si paklíči. Spoluviníkem mu byl jakýsi Sojka z Prahy, u něhož jest ukryta část lupu. Po Sojkovi pátrá zatím pražská policie nikdo neví, Krausova milenka Barbora Nepeřená při vyšetřování udala, že slouží v Řevnicích u Prahy, a že o krádežích nic podstatného neví. Při výslechu prohlásila, že jest jí nevolno a žádala, aby ji bylo dovoleno na procházku. Bylo jí to povoleno, ale v nestřeženém okamžiku uprchla. Kraus byl dopraven do vazby krajského soudu v Plzni. bbox=[1119, 1377, 1574, 1619]
paper-mark bbox=[931, 69, 935, 74]
article-heading: Drát elektrického vedení ukraden. bbox=[1153, 1174, 1427, 1194]
column-1 bbox=[178, 177, 632, 2165]
article: * Svaz státních zaměstnanců býv. poddůstojníků z povolání a legionářů v Praze svolává na středu 10. t. m. o 6. hod. več. důležitou členskou schůzi do Kazdovy restaurace v Karlině, Palackého tř. 25. Na pořadu jest zpráva předsednictva o situaci státních zaměstnanců. Účast členstva Velké Prahy a okolí povinna. bbox=[178, 712, 632, 824]
article: * Stávka instalatérských dělníků v Brně. V úterý vypukla v Brně stávka plynovodních a vodovodních instalatérských dělníků pro mzdové spory. Dělnictvo žádá 25procentní přídavek, kdežto zaměstnavatelé nabízejí 10procentní přídavek na mzdy podle kolektivní smlouvy. bbox=[650, 1322, 1104, 1416]
article-body: Poštovnímu adjunktovi Karlu Krömingerovi z Prahy, který jest zaměstnán na pošt. úřadě v Radimě u Peček na dráze, kam dojíždí z Prahy, byla buď mezi jízdou nebo na nádraží v Pečkách odcizena taška s 15.500 Kč na hotovosti, vkladní knížky a legitimace. Ve tašce bylo uloženo rovněž 10 železniční průkazek, sokolská a legionářská legitimace. Po zloději se pátrá. bbox=[1119, 1248, 1574, 1379]
column-divider bbox=[1112, 177, 1113, 2165]
article-heading: O vánočním trhu v Praze I., bbox=[684, 841, 927, 861]
article-heading: Kursy pro vedení obecních kronik. bbox=[677, 194, 938, 214]
article-heading: Účňovská útulna v Plzni. bbox=[677, 527, 865, 547]
article-heading: Levnější tramvaj v Brně. bbox=[679, 582, 872, 602]
article: * Kursy pro vedení obecních kronik. Na sklonku ledna 1920 přijat byl v Národním shromáždění zákon o povinném založení a vedení obecních kronik, souhrnu památných událostí v každé jednotlivé obci. K zákonu tomu vydána byla následujícího roku prováděcí nařízení. Celkem však zavedeny byly obecní kroniky pouze v 60 procentech všech obcí. Příčina toho spatřuje se v tom, že osoby k vedení pamětních knih určené přistoupily k úkolu svému příliš úzkostlivě, jsouce často toho názoru, že v zaznamenávání obecních událostí musí se vrátit až do nejstarších dob historických. Aby vedení těchto kronik mohlo být soustavně zakládáno a prováděno, chystá ministerstvo školství a národní osvěty zvláštní běhy, které budou zavedeny v každém jednotlivém okresu za státní podpory. V těchto kursech má být také pisatelům kronik důkladně vštípeno v paměť, aby zanášky vedli věcně a přesně podle pravdy, nikterak nepodléhajíce politickým vlivům. Tím stane se také dějepisectví, které zabývalo se činy a dějinami vůdců, skutečným dějepisectvím celého národa. bbox=[650, 194, 1104, 528]
article-heading: Stávka instalatérských dělníků v Brně. bbox=[678, 1322, 971, 1342]
article-paragraph: méně od této otázky neupuštěno a loni starosta A. Č. J. inž. Černý s drem Broulem založili Společnost přátel studentstva, aby vybudovala středisko jičínského studentstva. V čelo S. P. S. byli povoláni p. I. st. návl. E. Pech a p. řed. Štorch, kteří za vydatné pomoci p. dra J. Kubálka opatřili subvence na stavbu. bbox=[178, 177, 632, 269]
article-body: Štěpán Dobrý, dle udání z Kolče, vydává se za zástupce směnárny firmy V. Hrabánek a spol. z Václavského náměstí č. 56 a láká peníze. Před podvodníkem se varuje. bbox=[1119, 177, 1574, 251]
article-body: Upozorňění raněným a nemocným legionářům. Mnozí legionáři, ranění ve službě v legiích, neb onemocnevší následkem válečných útrap, nevědí, že se mohou hlásiti o invalidní pensi a že mají právo na léčení ve vojenských nemocnicích (lázních) a žádají nás často v nemoci, neb již před svým skonem o radu a pomoc. — Upozorňujeme proto na § 81 zákona č. 76 z 17. XI. 1922, odst. III, že příslušníkům čs. legií, kteří se svou službou v čs. zahraničním vojsku vojenské služby neschopnými a zároveň pozbyli nejméně 20 procent způsobilosti k výdělku příslušným občanskému povolání, přináleží výslužné podle ustanovení, platných pro vojenské osoby z povolání. Nároky pozůstalých po zemřelých (padlých) legionářích jsou nezávislé na čs. státním občanství. Nezbytnou podmínkou jest však, že zemřelý (padlý) byl v den úmrtí příslušníkem legií. Důležité je § 23 téhož zákona jest nárok na výslužné zjistiti superarbitračním řízením a uplatniti nejdéle do pěti roků po vystoupení z poslední činné služby vojenské. Dle zvláštního nařízení stanoven je den 31. XII. 1924 jako konečná lhůta k podání žádostí o přiznání invalidity. Na poslední dobu žádosti nebude brán zřetel. Podávaní žádostí děje se takto: Napiš ihned žádost (kolek Kč 2.—) na M. N. O., kanc. legií, Praha-Bubeneč. V ní uveď: Data osobní, voj. služby, zranění (nemoci), léčení za hranicemi a ve vlasti. V žádosti zároveň uveď svědky svého zranění (onemocnění). Odůvodni, proč jsi se o přiznání inval. zaopatření dříve nehlásil. Na nejbližším dopli. velitelství (okr. úřadě) požádej náčelníka zdravotní služby o lékařské vysvědčení, odvolávaje se na výnos M. N. O. čj. 51.459 k leg. 1922. Kolek na vysvědčení Kč 3.—. Tento úřad zašle žádost dále cestou úřední. Bratři, zejména funkcionáři jednot Č. O. L., upozorněte bratry na tuto výzvu, at ještě v poslední době podají žádosti o přiznání invalidního zaopatření. Spolek náš má mnoho tragických zkušeností pro zdůraznění této poslední výzvy. — Spolek invalidů československých legií, Praha-Kar- bbox=[178, 1118, 632, 1749]
